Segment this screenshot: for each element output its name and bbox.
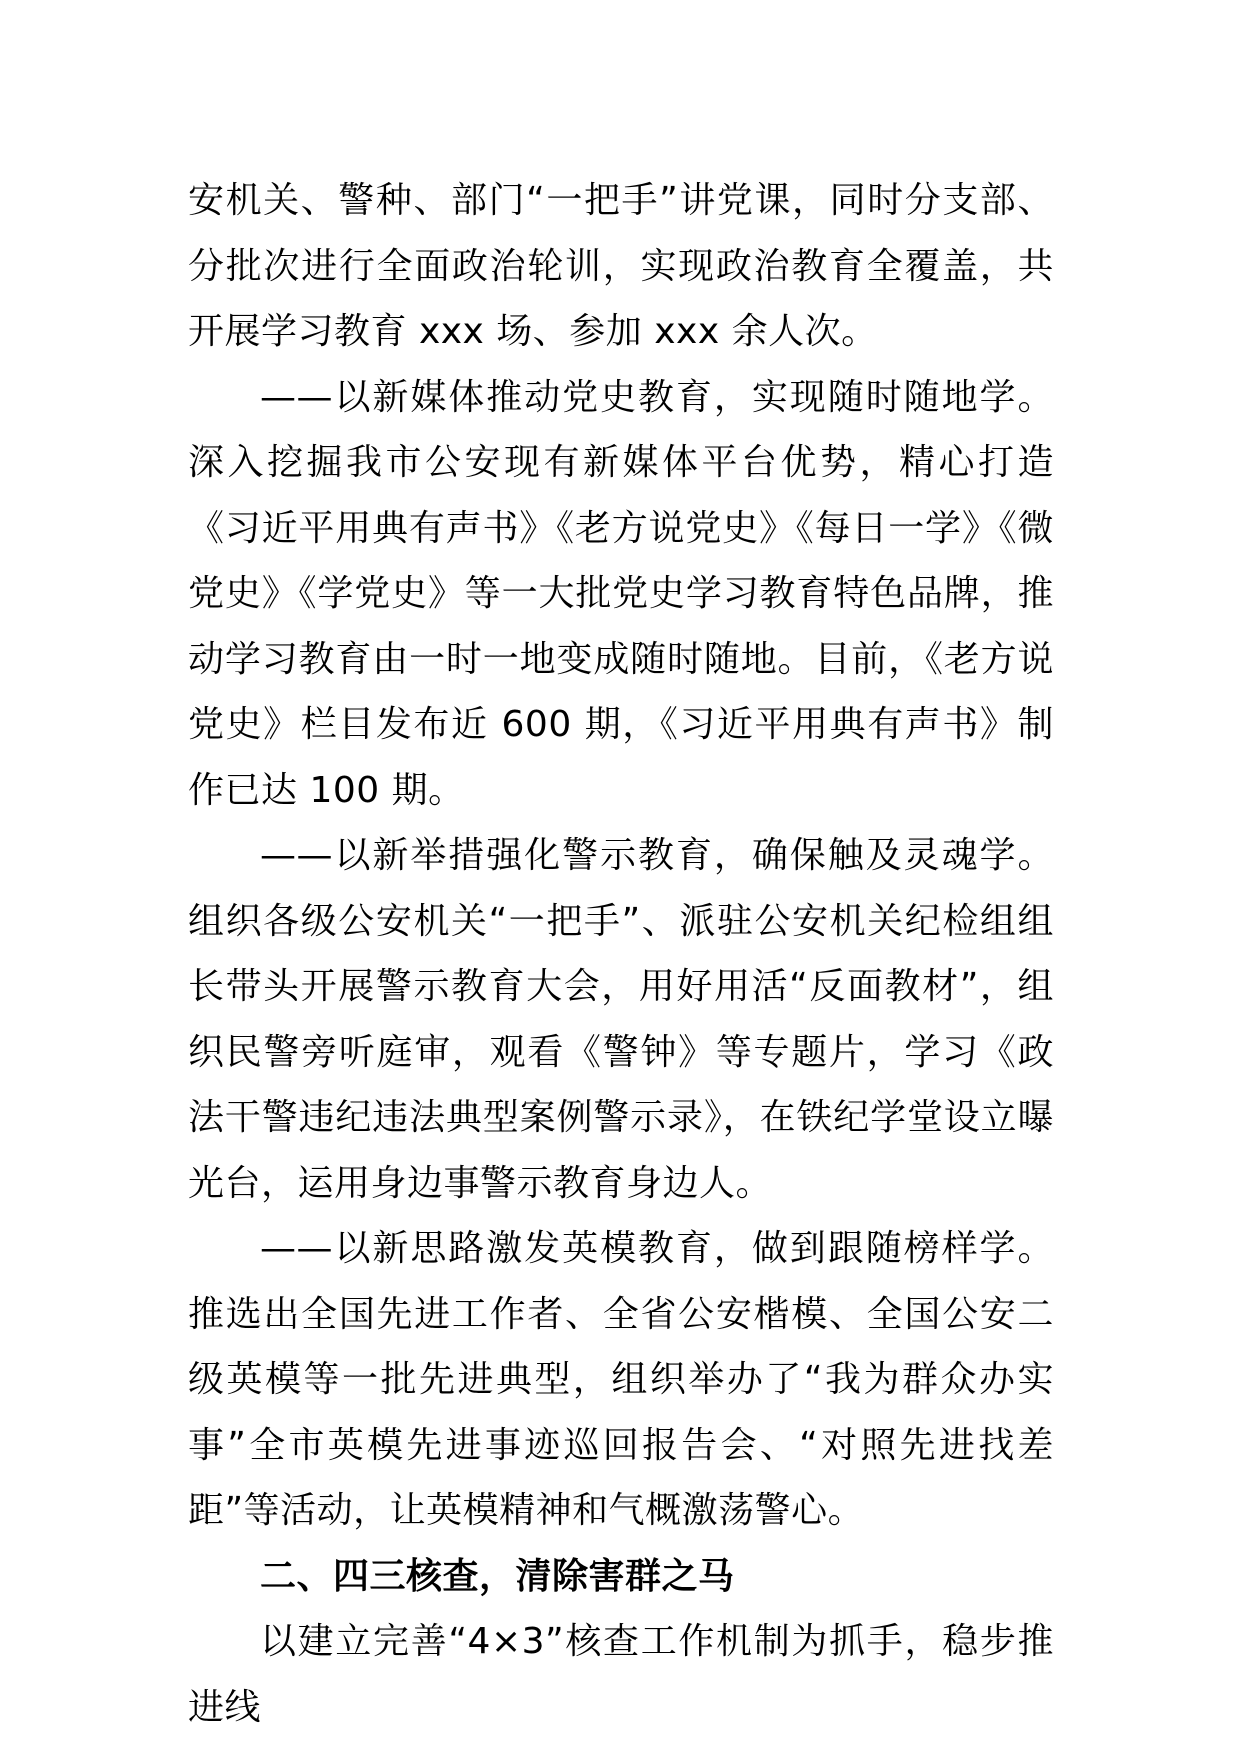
paragraph-warning-education: ——以新举措强化警示教育，确保触及灵魂学。组织各级公安机关“一把手”、派驻公安机关纪检组组长带头开展警示教育大会，用好用活“反面教材”，组织民警旁听庭审，观看《警钟》等专题片，学习《政法干警违纪违法典型案例警示录》，在铁纪学堂设立曝光台，运用身边事警示教育身边人。 bbox=[188, 835, 1054, 1204]
paragraph-verification: 以建立完善“4×3”核查工作机制为抓手，稳步推进线 bbox=[188, 1621, 1054, 1728]
section-heading: 二、四三核查，清除害群之马 bbox=[260, 1555, 735, 1597]
paragraph-hero-education: ——以新思路激发英模教育，做到跟随榜样学。推选出全国先进工作者、全省公安楷模、全国公安二级英模等一批先进典型，组织举办了“我为群众办实事”全市英模先进事迹巡回报告会、“对照先进找差距”等活动，让英模精神和气概激荡警心。 bbox=[188, 1228, 1054, 1531]
paragraph-new-media: ——以新媒体推动党史教育，实现随时随地学。深入挖掘我市公安现有新媒体平台优势，精心打造《习近平用典有声书》《老方说党史》《每日一学》《微党史》《学党史》等一大批党史学习教育特色品牌，推动学习教育由一时一地变成随时随地。目前，《老方说党史》栏目发布近 600 期，《习近平用典有声书》制作已达 100 期。 bbox=[188, 376, 1054, 811]
paragraph-continuation: 安机关、警种、部门“一把手”讲党课，同时分支部、分批次进行全面政治轮训，实现政治教育全覆盖，共开展学习教育 xxx 场、参加 xxx 余人次。 bbox=[188, 180, 1054, 352]
document-body bbox=[188, 168, 1054, 1740]
